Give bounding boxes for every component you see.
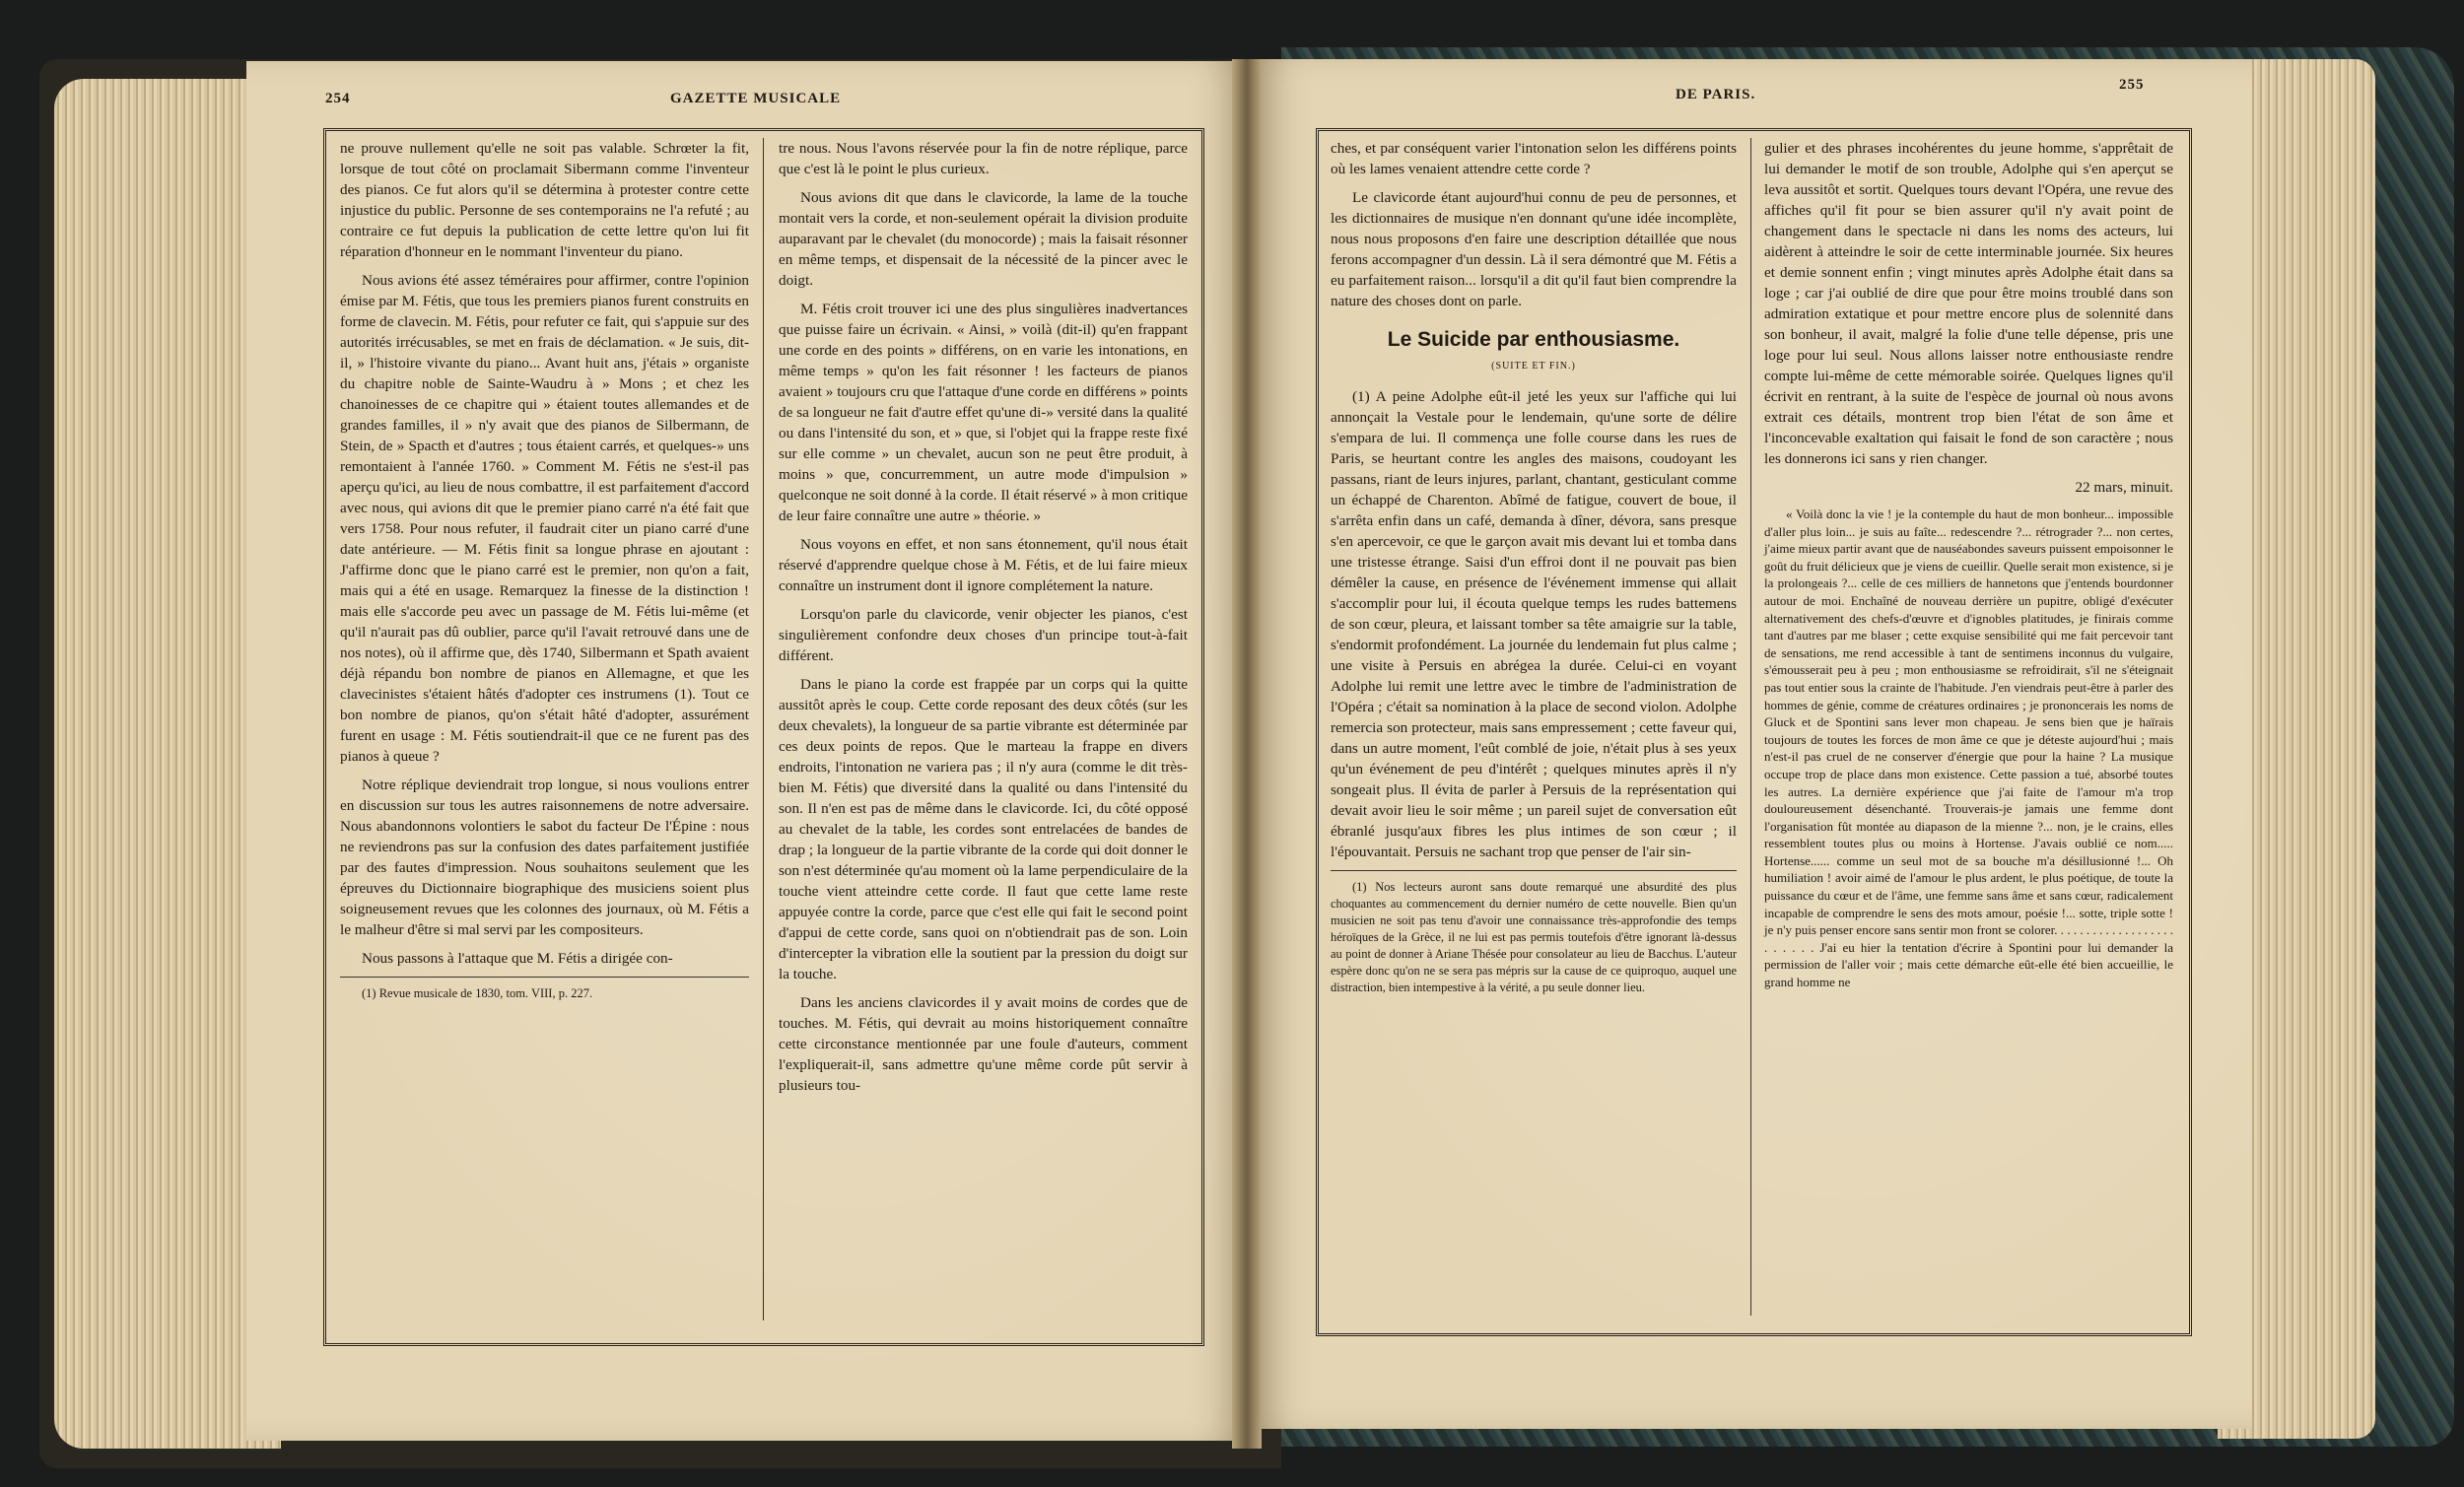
paragraph: Lorsqu'on parle du clavicorde, venir objecter les pianos, c'est singulièrement confondre deux choses d'un principe tout-à-fait différent. [779, 606, 1188, 664]
article-title: Le Suicide par enthousiasme. [1387, 328, 1680, 351]
left-column-1 [340, 138, 749, 1010]
paragraph: gulier et des phrases incohérentes du jeune homme, s'apprêtait de lui demander le motif de son trouble, Adolphe qui s'en aperçut se leva aussitôt et sortit. Quelques tours devant l'Opéra, une revue des affiches qu'il fit pour se bien assurer qu'il n'y avait point de changement dans le spectacle ni dans les noms des acteurs, lui aidèrent à atteindre le soir de cette interminable journée. Six heures et demie sonnent enfin ; vingt minutes après Adolphe était dans sa loge ; car j'ai oublié de dire que pour être moins troublé dans son admiration extatique et pour mettre encore plus de solennité dans son bonheur, il avait, malgré la folie d'une telle dépense, pris une loge pour lui seul. Nous allons laisser notre enthousiaste rendre compte lui-même de cette mémorable soirée. Quelques lignes qu'il écrivit en rentrant, à la suite de l'espèce de journal où nous avons extrait ces détails, montrent trop bien l'état de son âme et l'inconcevable exaltation qui faisait le fond de son caractère ; nous les donnerons ici sans y rien changer. [1764, 140, 2173, 467]
left-page-number: 254 [325, 91, 351, 106]
paragraph: tre nous. Nous l'avons réservée pour la fin de notre réplique, parce que c'est là le point le plus curieux. [779, 140, 1188, 177]
paragraph: Le clavicorde étant aujourd'hui connu de peu de personnes, et les dictionnaires de musique n'en donnant qu'une idée incomplète, nous nous proposons d'en faire une description détaillée que nous ferons accompagner d'un dessin. Là il sera démontré que M. Fétis a eu parfaitement raison... lorsqu'il a dit qu'il faut bien comprendre la nature des choses dont on parle. [1331, 189, 1737, 309]
book-gutter [1232, 59, 1262, 1449]
paragraph: Nous avions été assez téméraires pour affirmer, contre l'opinion émise par M. Fétis, que tous les premiers pianos furent construits en forme de clavecin. M. Fétis, pour refuter ce fait, qui s'appuie sur des autorités irrécusables, se met en frais de déclamation. « Je suis, dit-il, » l'histoire vivante du piano... Avant huit ans, j'étais » organiste du chapitre noble de Sainte-Waudru à » Mons ; et chez les chanoinesses de ce chapitre qui » étaient toutes allemandes et de grandes familles, il » n'y avait que des pianos de Silbermann, de Stein, de » Spacth et d'autres ; tous étaient carrés, et quelques-» uns remontaient à l'année 1760. » Comment M. Fétis ne s'est-il pas aperçu qu'ici, au lieu de nous combattre, il est parfaitement d'accord avec nous, qui avions dit que le premier piano carré n'a été fait que vers 1758. Pour nous refuter, il faudrait citer un piano carré d'une date antérieure. — M. Fétis finit sa longue phrase en ajoutant : J'affirme donc que le piano carré est le premier, non qu'on a fait, mais qui a été en usage. Remarquez la finesse de la distinction ! mais elle s'accorde peu avec un passage de M. Fétis lui-même (et qu'il n'aurait pas dû oublier, parce qu'il l'avait retrouvé dans une de nos notes), où il affirme que, dès 1740, Silbermann et Spath avaient déjà répandu bon nombre de pianos en Allemagne, et que les clavecinistes s'étaient hâtés d'adopter ces instrumens (1). Tout ce bon nombre de pianos, qu'on s'était hâté d'adopter, assurément furent en usage : M. Fétis soutiendrait-il que ce ne furent pas des pianos à queue ? [340, 272, 749, 765]
left-running-head: GAZETTE MUSICALE [670, 91, 842, 106]
footnote: (1) Revue musicale de 1830, tom. VIII, p. 227. [362, 986, 593, 1000]
footnote: (1) Nos lecteurs auront sans doute remarqué une absurdité des plus choquantes au commencement du dernier numéro de cette nouvelle. Bien qu'un musicien ne soit pas tenu d'avoir une connaissance très-approfondie des temps héroïques de la Grèce, il ne lui est pas permis toutefois d'être ignorant là-dessus au point de donner à Ariane Thésée pour consolateur au lieu de Bacchus. L'auteur espère donc qu'on ne se sera pas mépris sur la cause de ce quiproquo, auquel une distraction, bien intempestive à la vérité, a pu seule donner lieu. [1331, 880, 1737, 994]
left-column-2 [779, 138, 1188, 1104]
paragraph: Nous voyons en effet, et non sans étonnement, qu'il nous était réservé d'apprendre quelque chose à M. Fétis, et de lui faire mieux connaître un instrument dont il ignore complétement la nature. [779, 536, 1188, 594]
journal-date: 22 mars, minuit. [2075, 479, 2173, 496]
right-column-1 [1331, 138, 1737, 1004]
footnote-rule [1331, 870, 1737, 871]
paragraph: Nous passons à l'attaque que M. Fétis a dirigée con- [362, 950, 673, 967]
paragraph: Nous avions dit que dans le clavicorde, la lame de la touche montait vers la corde, et non-seulement opérait la division produite auparavant par le chevalet (du monocorde) ; mais la faisait résonner en même temps, et dispensait de la nécessité de la pincer avec le doigt. [779, 189, 1188, 289]
paragraph: ne prouve nullement qu'elle ne soit pas valable. Schrœter la fit, lorsque de tout côté on proclamait Sibermann comme l'inventeur des pianos. Ce fut alors qu'il se détermina à protester contre cette injustice du public. Personne de ses contemporains ne l'a refuté ; au contraire ce fut depuis la publication de cette lettre qu'on lui fit réparation d'honneur en le nommant l'inventeur du piano. [340, 140, 749, 260]
right-page-number: 255 [2119, 77, 2145, 93]
journal-entry: « Voilà donc la vie ! je la contemple du haut de mon bonheur... impossible d'aller plus loin... je suis au faîte... redescendre ?... rétrograder ?... non certes, j'aime mieux partir avant que de nauséabondes saveurs puissent empoisonner le goût du fruit délicieux que je viens de cueillir. Quelle serait mon existence, si je la prolongeais ?... celle de ces milliers de hannetons que j'entends bourdonner autour de moi. Enchaîné de nouveau derrière un pupitre, obligé d'exécuter alternativement des chefs-d'œuvre et d'ignobles platitudes, je finirais comme tant d'autres par me blaser ; cette exquise sensibilité qui me fait percevoir tant de sensations, me rend accessible à tant de sentimens inconnus du vulgaire, s'émousserait peu à peu ; mon enthousiasme se refroidirait, s'il ne s'éteignait pas tout entier sous la crainte de l'habitude. J'en viendrais peut-être à parler des hommes de génie, comme de créatures ordinaires ; je prononcerais les noms de Gluck et de Spontini sans lever mon chapeau. Je sens bien que je haïrais toujours de toutes les forces de mon âme ce que je déteste aujourd'hui ; mais n'est-il pas cruel de ne conserver d'énergie que pour la haine ? La musique occupe trop de place dans mon existence. Cette passion a tué, absorbé toutes les autres. La dernière expérience que j'ai faite de l'amour m'a trop douloureusement désenchanté. Trouverais-je jamais une femme dont l'organisation fût montée au diapason de la mienne ?... non, je le crains, elles ressemblent toutes plus ou moins à Hortense. J'avais oublié ce nom..... Hortense...... comme un seul mot de sa bouche m'a désillusionné !... Oh humiliation ! avoir aimé de l'amour le plus ardent, le plus poétique, de toute la puissance du cœur et de l'âme, une femme sans âme et sans cœur, radicalement incapable de comprendre le sens des mots amour, poésie !... sotte, triple sotte ! je n'y puis penser encore sans sentir mon front se colorer. . . . . . . . . . . . . . . . . . . . . . . . . J'ai eu hier la tentation d'écrire à Spontini pour lui demander la permission de l'aller voir ; mais cette démarche eût-elle été bien accueillie, le grand homme ne [1764, 507, 2173, 990]
paragraph: Notre réplique deviendrait trop longue, si nous voulions entrer en discussion sur tous les autres raisonnemens de notre adversaire. Nous abandonnons volontiers le sabot du facteur De l'Épine : nous ne reviendrons pas sur la confusion des dates parfaitement justifiée par des fautes d'impression. Nous souhaitons seulement que les épreuves du Dictionnaire biographique des musiciens soient plus soigneusement revues que les colonnes des journaux, où M. Fétis a le malheur d'être si mal servi par les compositeurs. [340, 777, 749, 938]
paragraph: ches, et par conséquent varier l'intonation selon les différens points où les lames venaient attendre cette corde ? [1331, 140, 1737, 177]
paragraph: Dans le piano la corde est frappée par un corps qui la quitte aussitôt après le coup. Cette corde reposant des deux côtés (sur les deux chevalets), la longueur de sa partie vibrante est déterminée par ces deux points de repos. Que le marteau la frappe en divers endroits, l'intonation ne variera pas ; il n'y aura (comme le dit très-bien M. Fétis) que diversité dans la qualité ou dans l'intensité du son. Il n'en est pas de même dans le clavicorde. Ici, du côté opposé au chevalet de la table, les cordes sont entrelacées de bandes de drap ; la longueur de la partie vibrante de la corde qui doit donner le son n'est déterminée qu'au moment où la lame perpendiculaire de la touche vient atteindre cette corde. Il faut que cette lame reste appuyée contre la corde, parce que c'est elle qui fait le second point d'appui de cette corde, sans quoi on n'obtiendrait pas de son. Loin d'intercepter la vibration elle la soutient par la pression du doigt sur la touche. [779, 676, 1188, 982]
right-column-2 [1764, 138, 2173, 999]
paragraph: M. Fétis croit trouver ici une des plus singulières inadvertances que puisse faire un écrivain. « Ainsi, » voilà (dit-il) qu'en frappant une corde en des points » différens, on en varie les intonations, en même temps » qu'on les fait résonner ! les facteurs de pianos avaient » toujours cru que l'attaque d'une corde en différens » points de sa longueur ne fait d'autre effet qu'une di-» versité dans la qualité ou dans l'intensité du son, et » que, si l'objet qui la frappe reste fixé sur elle comme » un chevalet, aucun son ne peut être produit, à moins » que, concurremment, un autre mode d'impulsion » quelconque ne soit donné à la corde. Il était réservé » à mon critique de leur faire connaître une autre » théorie. » [779, 301, 1188, 524]
right-running-head: DE PARIS. [1676, 87, 1756, 102]
paragraph: Dans les anciens clavicordes il y avait moins de cordes que de touches. M. Fétis, qui devrait au moins historiquement connaître cette circonstance mentionnée par une foule d'auteurs, comment l'expliquerait-il, sans admettre qu'une même corde pût servir à plusieurs tou- [779, 994, 1188, 1094]
right-column-rule [1750, 138, 1751, 1316]
footnote-rule [340, 977, 749, 978]
article-subtitle: (SUITE ET FIN.) [1491, 361, 1576, 372]
left-column-rule [763, 138, 764, 1320]
paragraph: (1) A peine Adolphe eût-il jeté les yeux sur l'affiche qui lui annonçait la Vestale pour le lendemain, qu'une sorte de délire s'empara de lui. Il commença une folle course dans les rues de Paris, se heurtant contre les angles des maisons, coudoyant les passans, riant de leurs injures, parlant, chantant, gesticulant comme un échappé de Charenton. Abîmé de fatigue, couvert de boue, il s'arrêta enfin dans un café, demanda à dîner, dévora, sans presque s'en apercevoir, ce que le garçon avait mis devant lui et tomba dans une tristesse étrange. Saisi d'un effroi dont il ne pouvait pas bien démêler la cause, en présence de l'événement immense qui allait s'accomplir pour lui, il écouta quelque temps les rudes battemens de son cœur, pleura, et laissant tomber sa tête amaigrie sur la table, s'endormit profondément. La journée du lendemain fut plus calme ; une visite à Persuis en abrégea la durée. Celui-ci en voyant Adolphe lui remit une lettre avec le timbre de l'administration de l'Opéra ; c'était sa nomination à la place de second violon. Adolphe remercia son protecteur, mais sans empressement ; cette faveur qui, dans un autre moment, l'eût comblé de joie, n'était plus à ses yeux qu'un événement de peu d'intérêt ; quelques minutes après il n'y songeait plus. Il évita de parler à Persuis de la représentation qui devait avoir lieu le soir même ; un pareil sujet de conversation eût ébranlé jusqu'aux fibres les plus intimes de son cœur ; il l'épouvantait. Persuis ne sachant trop que penser de l'air sin- [1331, 388, 1737, 860]
